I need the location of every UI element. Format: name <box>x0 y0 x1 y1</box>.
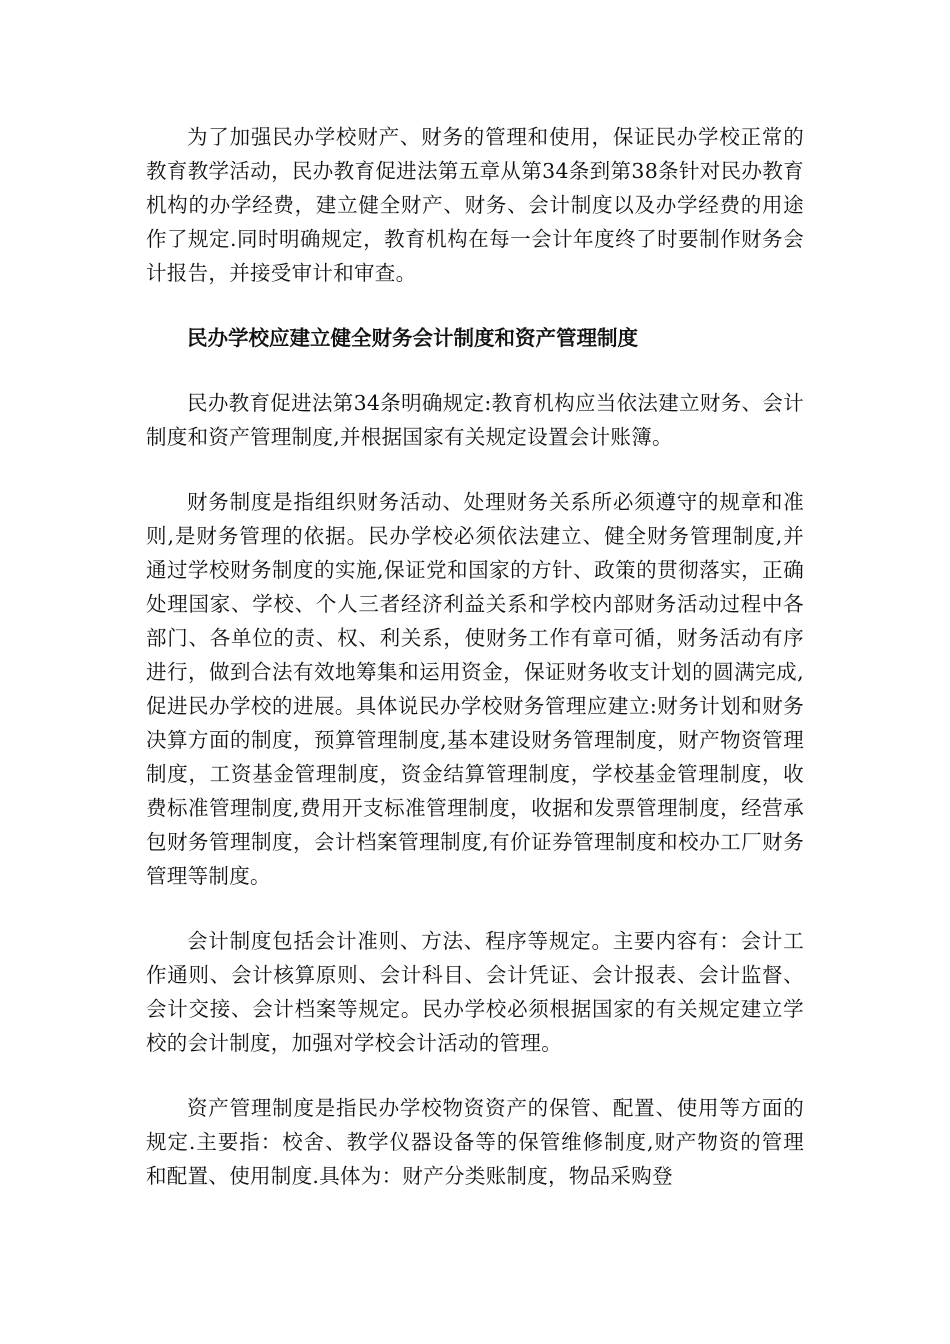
paragraph-intro: 为了加强民办学校财产、财务的管理和使用，保证民办学校正常的教育教学活动，民办教育促进法第五章从第34条到第38条针对民办教育机构的办学经费，建立健全财产、财务、会计制度以及办学经费的用途作了规定.同时明确规定，教育机构在每一会计年度终了时要制作财务会计报告，并接受审计和审查。 <box>146 125 804 285</box>
paragraph-accounting-system: 会计制度包括会计准则、方法、程序等规定。主要内容有：会计工作通则、会计核算原则、会计科目、会计凭证、会计报表、会计监督、会计交接、会计档案等规定。民办学校必须根据国家的有关规定建立学校的会计制度，加强对学校会计活动的管理。 <box>146 929 804 1055</box>
document-page <box>146 120 804 1224</box>
paragraph-asset-management: 资产管理制度是指民办学校物资资产的保管、配置、使用等方面的规定.主要指：校舍、教学仪器设备等的保管维修制度,财产物资的管理和配置、使用制度.具体为：财产分类账制度，物品采购登 <box>146 1096 804 1188</box>
section-heading: 民办学校应建立健全财务会计制度和资产管理制度 <box>187 326 638 350</box>
paragraph-article-34: 民办教育促进法第34条明确规定:教育机构应当依法建立财务、会计制度和资产管理制度,并根据国家有关规定设置会计账簿。 <box>146 391 804 449</box>
paragraph-financial-system: 财务制度是指组织财务活动、处理财务关系所必须遵守的规章和准则,是财务管理的依据。民办学校必须依法建立、健全财务管理制度,并通过学校财务制度的实施,保证党和国家的方针、政策的贯彻落实，正确处理国家、学校、个人三者经济利益关系和学校内部财务活动过程中各部门、各单位的责、权、利关系，使财务工作有章可循，财务活动有序进行，做到合法有效地筹集和运用资金，保证财务收支计划的圆满完成,促进民办学校的进展。具体说民办学校财务管理应建立:财务计划和财务决算方面的制度，预算管理制度,基本建设财务管理制度，财产物资管理制度，工资基金管理制度，资金结算管理制度，学校基金管理制度，收费标准管理制度,费用开支标准管理制度，收据和发票管理制度，经营承包财务管理制度，会计档案管理制度,有价证券管理制度和校办工厂财务管理等制度。 <box>146 490 804 888</box>
